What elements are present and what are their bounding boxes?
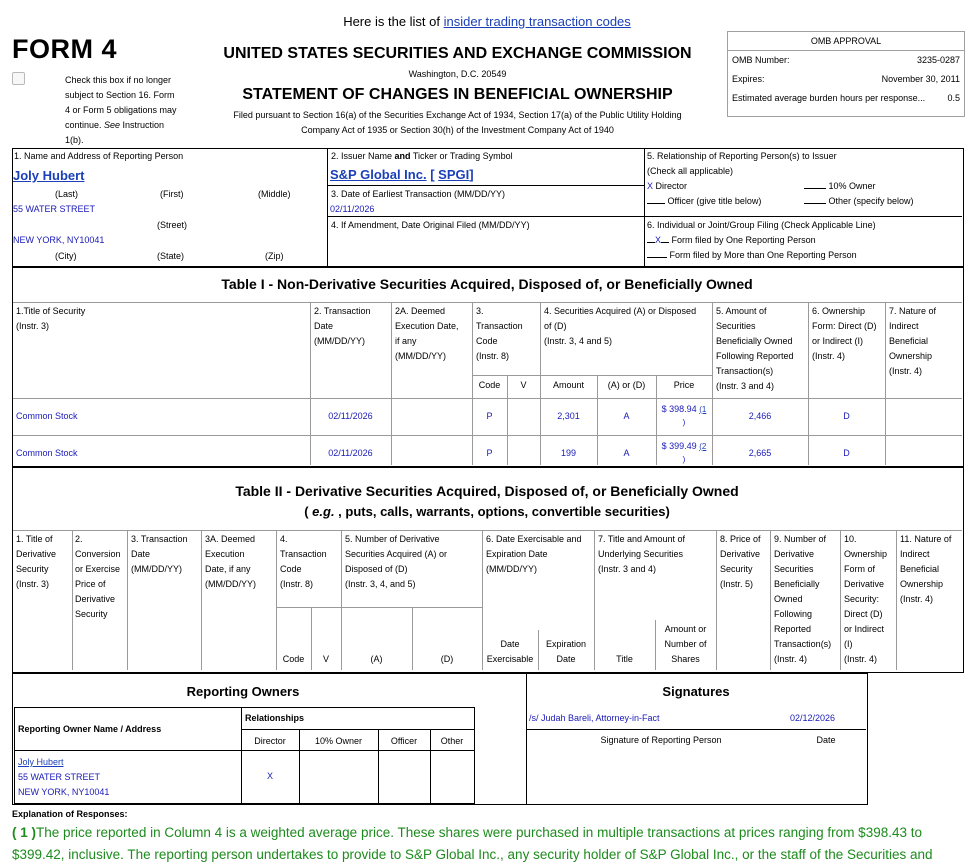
t2-h3 — [131, 532, 188, 577]
t1-h7 — [812, 304, 877, 364]
grid-line — [13, 398, 962, 399]
t2-h1 — [16, 532, 56, 592]
omb-title: OMB APPROVAL — [728, 32, 964, 51]
col-other: Other — [440, 736, 464, 746]
h-line: Transaction(s) — [774, 639, 832, 649]
reporting-person-name[interactable]: Joly Hubert — [13, 168, 85, 183]
statement-title: STATEMENT OF CHANGES IN BENEFICIAL OWNERSHIP — [242, 86, 673, 103]
col-ten-pct: 10% Owner — [314, 736, 363, 746]
cb-line — [65, 118, 205, 133]
h-line: 10. — [844, 534, 857, 544]
divider — [644, 216, 962, 217]
omb-value: 0.5 — [947, 93, 960, 103]
first-label: (First) — [160, 189, 184, 199]
t1-row1-amount: 2,301 — [557, 411, 580, 421]
h-line: (Instr. 3) — [16, 579, 50, 589]
grid-line — [72, 530, 73, 670]
price-value: $ 398.94 — [661, 404, 697, 414]
t2-sub-a: (A) — [370, 654, 383, 664]
h-line: Date — [131, 549, 151, 559]
top-notice-prefix: Here is the list of — [343, 14, 444, 29]
owner-street: 55 WATER STREET — [18, 772, 101, 782]
h-line: Ownership — [900, 579, 944, 589]
h-line: 4. — [280, 534, 288, 544]
h-line: (Instr. 4) — [900, 594, 934, 604]
blank-line — [804, 188, 826, 189]
last-label: (Last) — [55, 189, 79, 199]
footnote-line — [12, 822, 967, 844]
grid-line — [201, 530, 202, 670]
h-line: 6. Ownership — [812, 306, 866, 316]
blank-line — [647, 203, 665, 204]
zip-label: (Zip) — [265, 251, 284, 261]
h-line: 7. Title and Amount of — [598, 534, 686, 544]
h-line: (Instr. 3, 4, and 5) — [345, 579, 416, 589]
grid-line — [391, 302, 392, 465]
signature-label: Signature of Reporting Person — [600, 735, 722, 745]
signer-value: /s/ Judah Bareli, Attorney-in-Fact — [529, 713, 660, 723]
h-line: (I) — [844, 639, 853, 649]
h-line: Securities — [716, 321, 756, 331]
h-line: Conversion — [75, 549, 121, 559]
relationships-header: Relationships — [245, 713, 305, 723]
subtitle-post: , puts, calls, warrants, options, convertible securities) — [334, 504, 670, 519]
h-line: (Instr. 8) — [476, 351, 510, 361]
grid-line — [712, 302, 713, 465]
grid-line — [896, 530, 897, 670]
h-line: Derivative — [75, 594, 116, 604]
price-value: $ 399.49 — [661, 441, 697, 451]
t2-sub-title: Title — [616, 654, 633, 664]
grid-line — [885, 302, 886, 465]
h-line: (MM/DD/YY) — [395, 351, 446, 361]
t2-sub-code: Code — [282, 654, 305, 664]
h-line: 6. Date Exercisable and — [486, 534, 582, 544]
ten-percent-label: 10% Owner — [828, 181, 876, 191]
owner-director-mark: X — [266, 771, 273, 781]
filing-more-option — [647, 250, 857, 260]
issuer-label-a: 2. Issuer Name — [331, 151, 395, 161]
h-line: Underlying Securities — [598, 549, 684, 559]
state-label: (State) — [157, 251, 185, 261]
subtitle-eg: e.g. — [312, 504, 335, 519]
t1-row2-date: 02/11/2026 — [328, 448, 373, 458]
footnote-close: ) — [682, 418, 686, 427]
t1-row2-amount: 199 — [560, 448, 577, 458]
h-line: Execution — [205, 549, 245, 559]
divider — [14, 750, 474, 751]
h-line: Following — [774, 609, 813, 619]
h-line: Number of — [664, 639, 707, 649]
cb-line: 1(b). — [65, 135, 84, 145]
t1-sub-amount: Amount — [552, 380, 585, 390]
h-line: Beneficial — [889, 336, 929, 346]
top-notice — [0, 14, 974, 29]
h-line: Date — [556, 654, 576, 664]
middle-label: (Middle) — [258, 189, 291, 199]
h-line: or Indirect (I) — [812, 336, 864, 346]
grid-line — [276, 530, 277, 670]
owner-address — [18, 755, 109, 800]
ticker-link[interactable]: SPGI — [438, 167, 470, 182]
footnote-link[interactable]: (1 — [699, 405, 707, 414]
h-line: Shares — [671, 654, 700, 664]
h-line: (Instr. 4) — [812, 351, 846, 361]
h-line: 4. Securities Acquired (A) or Disposed — [544, 306, 697, 316]
h-line: 3A. Deemed — [205, 534, 256, 544]
h-line: Derivative — [774, 549, 815, 559]
t1-row2-form: D — [843, 448, 850, 458]
h-line: Following Reported — [716, 351, 794, 361]
h-line: 5. Number of Derivative — [345, 534, 440, 544]
h-line: Direct (D) — [844, 609, 883, 619]
divider — [327, 148, 328, 266]
h-line: (Instr. 4) — [844, 654, 878, 664]
footnote-line: $399.42, inclusive. The reporting person undertakes to provide to S&P Global Inc., any security holder of S&P Global Inc., or the staff of the Securities and — [12, 847, 933, 862]
t1-h4 — [476, 304, 523, 364]
checkbox-instructions — [65, 73, 205, 148]
h-line: (MM/DD/YY) — [205, 579, 256, 589]
t1-row2-ad: A — [623, 448, 630, 458]
col-officer: Officer — [390, 736, 418, 746]
t2-h2 — [75, 532, 121, 622]
amendment-label: 4. If Amendment, Date Original Filed (MM/DD/YY) — [331, 220, 530, 230]
t2-sub-exp — [538, 637, 594, 667]
h-line: Date — [500, 639, 520, 649]
divider — [241, 729, 474, 730]
issuer-label — [331, 151, 513, 161]
col-director: Director — [254, 736, 286, 746]
omb-expires-row — [728, 70, 964, 89]
grid-line — [840, 530, 841, 670]
director-label: Director — [655, 181, 688, 191]
omb-approval-box — [727, 31, 965, 117]
h-line: Date, if any — [205, 564, 251, 574]
cb-line: Check this box if no longer — [65, 75, 172, 85]
filing-more-label: Form filed by More than One Reporting Person — [669, 250, 857, 260]
t2-h12 — [900, 532, 951, 607]
h-line: 2. — [75, 534, 83, 544]
h-line: 5. Amount of — [716, 306, 767, 316]
issuer-name-link[interactable]: S&P Global Inc. — [330, 167, 427, 182]
t1-row1-date: 02/11/2026 — [328, 411, 373, 421]
h-line: Beneficial — [900, 564, 940, 574]
omb-label: Estimated average burden hours per response... — [732, 93, 926, 103]
t1-row1-price — [656, 403, 712, 429]
table2-subtitle — [12, 504, 962, 519]
t2-sub-v: V — [322, 654, 329, 664]
street-value: 55 WATER STREET — [13, 204, 96, 214]
blank-line — [804, 203, 826, 204]
issuer-label-and: and — [394, 151, 411, 161]
omb-number-row — [728, 51, 964, 70]
h-line: Beneficially Owned — [716, 336, 793, 346]
h-line: Form: Direct (D) — [812, 321, 877, 331]
h-line: Beneficially — [774, 579, 820, 589]
t1-sub-ad: (A) or (D) — [607, 380, 646, 390]
city-value: NEW YORK, NY10041 — [13, 235, 105, 245]
cb-line-b: Instruction — [120, 120, 165, 130]
h-line: (MM/DD/YY) — [314, 336, 365, 346]
street-label: (Street) — [157, 220, 188, 230]
other-label: Other (specify below) — [828, 196, 914, 206]
h-line: Form of — [844, 564, 876, 574]
cb-line: subject to Section 16. Form — [65, 90, 175, 100]
t1-h8 — [889, 304, 936, 379]
ticker-bracket: ] — [469, 167, 474, 182]
h-line: 2. Transaction — [314, 306, 371, 316]
t1-row2-price — [656, 440, 712, 466]
agency-title: UNITED STATES SECURITIES AND EXCHANGE COMMISSION — [223, 45, 692, 62]
t2-h4 — [205, 532, 256, 592]
ten-percent-option — [804, 181, 876, 191]
t1-sub-v: V — [520, 380, 527, 390]
officer-label: Officer (give title below) — [667, 196, 762, 206]
omb-value: November 30, 2011 — [881, 74, 960, 84]
h-line: (Instr. 3) — [16, 321, 50, 331]
h-line: Code — [280, 564, 302, 574]
h-line: (Instr. 4) — [889, 366, 923, 376]
grid-line — [276, 607, 482, 608]
t2-sub-amount — [655, 622, 716, 667]
grid-line — [13, 302, 962, 303]
h-line: Expiration — [545, 639, 587, 649]
grid-line — [472, 375, 712, 376]
filed-pursuant — [200, 108, 715, 138]
h-line: or Exercise — [75, 564, 121, 574]
divider — [327, 216, 644, 217]
h-line: Securities — [774, 564, 814, 574]
h-line: Security: — [844, 594, 880, 604]
explanation-footnote-1 — [12, 822, 967, 866]
h-line: Price of — [75, 579, 106, 589]
h-line: Disposed of (D) — [345, 564, 408, 574]
h-line: Amount or — [664, 624, 707, 634]
signature-date: 02/12/2026 — [790, 713, 836, 723]
t2-sub-d: (D) — [440, 654, 454, 664]
signatures-title: Signatures — [662, 684, 730, 699]
t1-row1-form: D — [843, 411, 850, 421]
cb-line: 4 or Form 5 obligations may — [65, 105, 177, 115]
footnote-link[interactable]: (2 — [699, 442, 707, 451]
section16-checkbox[interactable] — [12, 72, 25, 85]
h-line: Derivative — [720, 549, 761, 559]
grid-line — [770, 530, 771, 670]
h-line: Expiration Date — [486, 549, 548, 559]
h-line: Ownership — [844, 549, 888, 559]
omb-burden-row — [728, 89, 964, 108]
h-line: Transaction — [476, 321, 523, 331]
owners-title: Reporting Owners — [186, 684, 300, 699]
h-line: Transaction — [280, 549, 327, 559]
h-line: 9. Number of — [774, 534, 827, 544]
t1-row2-owned: 2,665 — [748, 448, 772, 458]
t2-h5 — [280, 532, 327, 592]
h-line: (Instr. 5) — [720, 579, 754, 589]
ticker-bracket: [ — [430, 167, 435, 182]
h-line: Ownership — [889, 351, 933, 361]
date-label: Date — [816, 735, 836, 745]
grid-line — [310, 302, 311, 465]
h-line: (Instr. 3 and 4) — [716, 381, 775, 391]
t1-sub-price: Price — [673, 380, 695, 390]
explanation-title: Explanation of Responses: — [12, 809, 128, 819]
h-line: Owned — [774, 594, 803, 604]
cb-line-see: See — [104, 120, 121, 130]
h-line: Security — [720, 564, 753, 574]
issuer-label-b: Ticker or Trading Symbol — [410, 151, 513, 161]
omb-label: Expires: — [732, 74, 765, 84]
h-line: Derivative — [16, 549, 57, 559]
blank-line — [661, 242, 669, 243]
check-all-label: (Check all applicable) — [647, 166, 734, 176]
filing-one-mark: X — [655, 235, 662, 245]
h-line: (Instr. 4) — [774, 654, 808, 664]
t2-h7 — [486, 532, 582, 577]
owner-name-col: Reporting Owner Name / Address — [18, 724, 162, 734]
t1-row1-owned: 2,466 — [748, 411, 772, 421]
t1-row2-security: Common Stock — [16, 448, 78, 458]
grid-line — [13, 435, 962, 436]
omb-value: 3235-0287 — [916, 55, 960, 65]
t2-h8 — [598, 532, 685, 577]
filed-line: Filed pursuant to Section 16(a) of the Securities Exchange Act of 1934, Section 17(a) of the Public Utility Holding — [233, 110, 682, 120]
footnote-text: The price reported in Column 4 is a weighted average price. These shares were purchased in multiple transactions at prices ranging from $398.43 to — [36, 825, 922, 840]
footnote-close: ) — [682, 455, 686, 464]
h-line: or Indirect — [844, 624, 885, 634]
filing-one-option — [647, 235, 816, 245]
h-line: (MM/DD/YY) — [486, 564, 537, 574]
h-line: 3. — [476, 306, 484, 316]
grid-line — [341, 530, 342, 670]
h-line: Indirect — [900, 549, 930, 559]
footnote-number: ( 1 ) — [12, 825, 37, 840]
t1-row1-code: P — [486, 411, 493, 421]
director-option — [647, 181, 687, 191]
grid-line — [808, 302, 809, 465]
t1-h6 — [716, 304, 794, 394]
filed-line: Company Act of 1935 or Section 30(h) of the Investment Company Act of 1940 — [301, 125, 614, 135]
city-label: (City) — [55, 251, 77, 261]
h-line: (Instr. 3, 4 and 5) — [544, 336, 613, 346]
filing-label: 6. Individual or Joint/Group Filing (Check Applicable Line) — [647, 220, 876, 230]
h-line: Transaction(s) — [716, 366, 774, 376]
h-line: Date — [314, 321, 334, 331]
h-line: Indirect — [889, 321, 919, 331]
h-line: (MM/DD/YY) — [131, 564, 182, 574]
other-option — [804, 196, 914, 206]
h-line: Reported — [774, 624, 812, 634]
t2-h9 — [720, 532, 761, 592]
h-line: 2A. Deemed — [395, 306, 446, 316]
h-line: of (D) — [544, 321, 567, 331]
divider — [644, 148, 645, 266]
h-line: (Instr. 8) — [280, 579, 314, 589]
form-name: FORM 4 — [12, 34, 118, 64]
t2-h10 — [774, 532, 831, 667]
owner-name-link[interactable]: Joly Hubert — [18, 757, 64, 767]
person-label: 1. Name and Address of Reporting Person — [14, 151, 184, 161]
owner-city: NEW YORK, NY10041 — [18, 787, 110, 797]
omb-label: OMB Number: — [732, 55, 790, 65]
divider — [327, 185, 644, 186]
earliest-date-label: 3. Date of Earliest Transaction (MM/DD/YY) — [331, 189, 506, 199]
table2-title: Table II - Derivative Securities Acquired, Disposed of, or Beneficially Owned — [235, 483, 739, 499]
h-line: Security — [16, 564, 49, 574]
h-line: Code — [476, 336, 498, 346]
t1-h5 — [544, 304, 696, 349]
table1-title: Table I - Non-Derivative Securities Acquired, Disposed of, or Beneficially Owned — [221, 276, 753, 292]
cb-line-a: continue. — [65, 120, 105, 130]
h-line: (Instr. 3 and 4) — [598, 564, 657, 574]
relationship-label: 5. Relationship of Reporting Person(s) to Issuer — [647, 151, 837, 161]
signature-line — [526, 729, 866, 730]
earliest-date-value: 02/11/2026 — [330, 204, 375, 214]
t2-h11 — [844, 532, 887, 667]
divider — [241, 707, 242, 803]
subtitle-pre: ( — [304, 504, 313, 519]
issuer-name-line — [330, 167, 474, 182]
officer-option — [647, 196, 761, 206]
h-line: if any — [395, 336, 417, 346]
grid-line — [127, 530, 128, 670]
t1-sub-code: Code — [478, 380, 501, 390]
h-line: 1.Title of Security — [16, 306, 86, 316]
t2-sub-date-ex — [482, 637, 538, 667]
h-line: 1. Title of — [16, 534, 53, 544]
grid-line — [13, 530, 962, 531]
t1-row1-security: Common Stock — [16, 411, 78, 421]
h-line: Exercisable — [486, 654, 534, 664]
h-line: Execution Date, — [395, 321, 459, 331]
h-line: 11. Nature of — [900, 534, 952, 544]
t1-h1 — [16, 304, 85, 334]
h-line: Security — [75, 609, 108, 619]
h-line: 7. Nature of — [889, 306, 937, 316]
blank-line — [647, 242, 655, 243]
filing-one-label: Form filed by One Reporting Person — [671, 235, 816, 245]
h-line: Securities Acquired (A) or — [345, 549, 448, 559]
grid-line — [594, 530, 595, 670]
t1-row2-code: P — [486, 448, 493, 458]
h-line: 8. Price of — [720, 534, 761, 544]
transaction-codes-link[interactable]: insider trading transaction codes — [443, 14, 631, 29]
t1-h2 — [314, 304, 371, 349]
h-line: Derivative — [844, 579, 885, 589]
t1-h3 — [395, 304, 459, 364]
director-mark: X — [647, 181, 654, 191]
grid-line — [716, 530, 717, 670]
t2-h6 — [345, 532, 447, 592]
agency-city: Washington, D.C. 20549 — [408, 69, 507, 79]
h-line: 3. Transaction — [131, 534, 188, 544]
blank-line — [647, 257, 667, 258]
table1-box — [12, 266, 964, 468]
t1-row1-ad: A — [623, 411, 630, 421]
